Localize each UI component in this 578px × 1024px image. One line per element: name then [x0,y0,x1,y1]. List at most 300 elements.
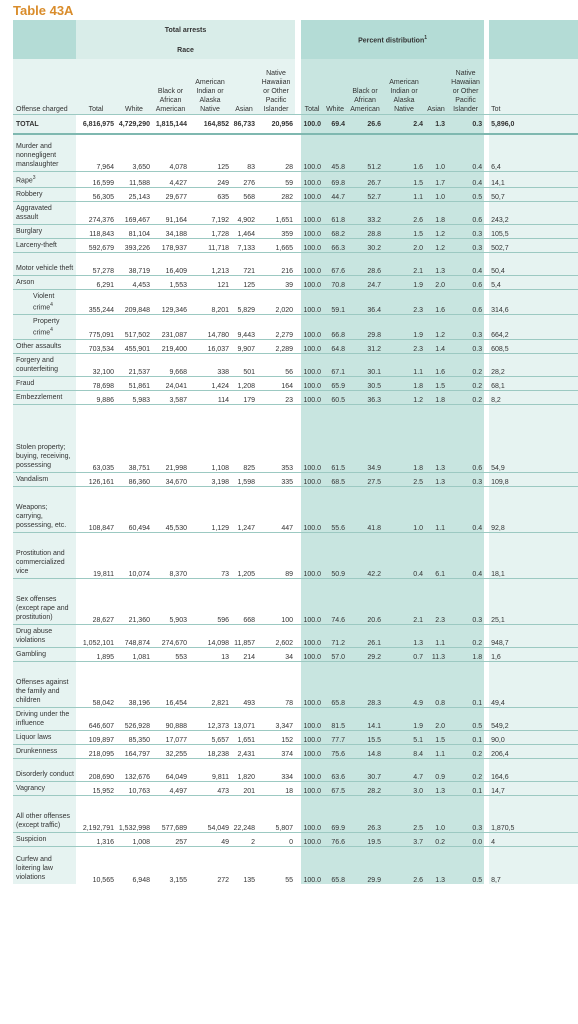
percent-cell: 0.1 [447,662,484,708]
arrest-count-cell: 2,821 [189,662,231,708]
percent-cell: 0.0 [447,833,484,847]
arrest-count-cell: 338 [189,354,231,377]
arrest-count-cell: 21,998 [152,405,189,473]
next-table-cell: 314,6 [489,289,578,314]
table-row [13,796,578,833]
percent-cell: 1.5 [383,224,425,238]
percent-cell: 1.1 [425,625,447,648]
next-table-cell: 49,4 [489,662,578,708]
arrest-count-cell: 3,587 [152,391,189,405]
col-header-total: Total [76,59,116,115]
table-row [13,473,578,487]
arrest-count-cell: 208,690 [76,759,116,782]
offense-column-header: Offense charged [13,59,76,115]
percent-cell: 0.3 [447,796,484,833]
percent-cell: 4.9 [383,662,425,708]
arrest-count-cell: 118,843 [76,224,116,238]
percent-cell: 1.5 [425,377,447,391]
arrest-count-cell: 4,453 [116,275,152,289]
arrest-count-cell: 64,049 [152,759,189,782]
arrest-count-cell: 12,373 [189,708,231,731]
arrest-count-cell: 109,897 [76,731,116,745]
percent-cell: 100.0 [301,391,323,405]
arrest-count-cell: 83 [231,134,257,171]
arrest-count-cell: 596 [189,579,231,625]
offense-cell: Suspicion [13,833,76,847]
arrest-count-cell: 1,205 [231,533,257,579]
percent-cell: 57.0 [323,648,347,662]
arrest-count-cell: 24,041 [152,377,189,391]
arrest-count-cell: 89 [257,533,295,579]
percent-cell: 74.6 [323,579,347,625]
offense-cell: Rape$^3$ [13,171,76,187]
percent-cell: 51.2 [347,134,383,171]
percent-cell: 1.6 [425,354,447,377]
arrest-count-cell: 34,670 [152,473,189,487]
arrest-count-cell: 7,133 [231,238,257,252]
percent-cell: 1.1 [383,187,425,201]
arrest-count-cell: 501 [231,354,257,377]
percent-cell: 65.9 [323,377,347,391]
arrest-count-cell: 129,346 [152,289,189,314]
next-table-cell: 608,5 [489,340,578,354]
arrest-count-cell: 2,289 [257,340,295,354]
percent-cell: 66.8 [323,315,347,340]
arrest-count-cell: 282 [257,187,295,201]
percent-cell: 0.3 [447,473,484,487]
percent-cell: 76.6 [323,833,347,847]
arrest-count-cell: 8,201 [189,289,231,314]
percent-cell: 30.1 [347,354,383,377]
percent-cell: 66.3 [323,238,347,252]
offense-cell: Arson [13,275,76,289]
percent-cell: 6.1 [425,533,447,579]
table-row [13,579,578,625]
percent-cell: 100.0 [301,579,323,625]
next-table-cell: 90,0 [489,731,578,745]
percent-cell: 2.0 [425,708,447,731]
arrest-count-cell: 216 [257,252,295,275]
col-header-black: Black or African American [152,59,189,115]
arrest-count-cell: 5,829 [231,289,257,314]
col-header-asian: Asian [231,59,257,115]
next-table-cell: 92,8 [489,487,578,533]
percent-cell: 26.3 [347,796,383,833]
percent-cell: 1.3 [425,252,447,275]
percent-cell: 1.8 [425,201,447,224]
table-title: Table 43A [13,3,74,18]
table-row [13,533,578,579]
table-row [13,252,578,275]
next-table-cell: 28,2 [489,354,578,377]
percent-cell: 69.4 [323,115,347,135]
next-table-cell: 68,1 [489,377,578,391]
next-table-column-header: Tot [489,59,578,115]
offense-cell: Gambling [13,648,76,662]
percent-cell: 41.8 [347,487,383,533]
arrest-count-cell: 218,095 [76,745,116,759]
arrest-count-cell: 2,431 [231,745,257,759]
offense-cell: Drunkenness [13,745,76,759]
offense-cell: Other assaults [13,340,76,354]
offense-cell: Aggravated assault [13,201,76,224]
table-row [13,759,578,782]
arrest-count-cell: 14,780 [189,315,231,340]
table-row [13,115,578,135]
arrest-count-cell: 59 [257,171,295,187]
table-row [13,377,578,391]
percent-cell: 2.5 [383,796,425,833]
arrest-count-cell: 1,598 [231,473,257,487]
percent-cell: 0.4 [447,487,484,533]
percent-cell: 61.5 [323,405,347,473]
arrest-count-cell: 0 [257,833,295,847]
table-row [13,745,578,759]
percent-cell: 61.8 [323,201,347,224]
percent-cell: 24.7 [347,275,383,289]
percent-cell: 0.5 [447,708,484,731]
arrest-count-cell: 249 [189,171,231,187]
arrest-count-cell: 16,454 [152,662,189,708]
arrest-count-cell: 125 [231,275,257,289]
percent-cell: 28.3 [347,662,383,708]
percent-cell: 0.2 [447,745,484,759]
arrest-count-cell: 1,728 [189,224,231,238]
arrest-count-cell: 32,100 [76,354,116,377]
arrest-count-cell: 11,857 [231,625,257,648]
arrest-count-cell: 9,811 [189,759,231,782]
percent-cell: 100.0 [301,759,323,782]
table-row [13,405,578,473]
table-body [13,115,578,884]
percent-cell: 2.0 [383,238,425,252]
offense-cell: Murder and nonnegligent manslaughter [13,134,76,171]
percent-cell: 100.0 [301,115,323,135]
arrest-count-cell: 274,376 [76,201,116,224]
percent-cell: 1.3 [425,405,447,473]
percent-cell: 42.2 [347,533,383,579]
arrest-count-cell: 34,188 [152,224,189,238]
percent-cell: 2.3 [383,289,425,314]
percent-cell: 60.5 [323,391,347,405]
percent-cell: 50.9 [323,533,347,579]
percent-cell: 100.0 [301,745,323,759]
next-table-cell: 4 [489,833,578,847]
arrest-count-cell: 126,161 [76,473,116,487]
percent-cell: 100.0 [301,847,323,884]
table-row [13,315,578,340]
arrest-count-cell: 20,956 [257,115,295,135]
arrests-by-race-table [13,20,578,884]
arrest-count-cell: 775,091 [76,315,116,340]
next-table-cell: 5,896,0 [489,115,578,135]
arrest-count-cell: 114 [189,391,231,405]
percent-cell: 1.5 [425,731,447,745]
arrest-count-cell: 1,247 [231,487,257,533]
percent-cell: 100.0 [301,487,323,533]
percent-cell: 28.2 [347,782,383,796]
percent-cell: 2.6 [383,201,425,224]
arrest-count-cell: 721 [231,252,257,275]
arrest-count-cell: 3,347 [257,708,295,731]
percent-cell: 1.0 [425,187,447,201]
arrest-count-cell: 7,192 [189,201,231,224]
arrest-count-cell: 2,602 [257,625,295,648]
offense-cell: Fraud [13,377,76,391]
arrest-count-cell: 526,928 [116,708,152,731]
arrest-count-cell: 3,155 [152,847,189,884]
header-corner [13,20,76,59]
percent-cell: 64.8 [323,340,347,354]
next-table-cell: 54,9 [489,405,578,473]
arrest-count-cell: 51,861 [116,377,152,391]
percent-cell: 2.5 [383,473,425,487]
pct-header-american-indian: American Indian or Alaska Native [383,59,425,115]
arrest-count-cell: 7,964 [76,134,116,171]
percent-cell: 4.7 [383,759,425,782]
arrest-count-cell: 201 [231,782,257,796]
percent-cell: 5.1 [383,731,425,745]
arrest-count-cell: 9,668 [152,354,189,377]
percent-cell: 1.3 [425,782,447,796]
percent-cell: 0.4 [383,533,425,579]
arrest-count-cell: 10,763 [116,782,152,796]
arrest-count-cell: 374 [257,745,295,759]
percent-cell: 65.8 [323,662,347,708]
percent-cell: 26.1 [347,625,383,648]
percent-cell: 0.3 [447,115,484,135]
arrest-count-cell: 6,948 [116,847,152,884]
offense-cell: Curfew and loitering law violations [13,847,76,884]
percent-cell: 2.4 [383,115,425,135]
percent-cell: 100.0 [301,201,323,224]
arrest-count-cell: 1,651 [257,201,295,224]
percent-cell: 100.0 [301,289,323,314]
percent-cell: 71.2 [323,625,347,648]
pct-header-pacific-islander: Native Hawaiian or Other Pacific Islander [447,59,484,115]
offense-cell: Larceny-theft [13,238,76,252]
percent-cell: 68.5 [323,473,347,487]
percent-cell: 19.5 [347,833,383,847]
percent-cell: 1.1 [383,354,425,377]
offense-cell: Burglary [13,224,76,238]
arrest-count-cell: 9,886 [76,391,116,405]
percent-cell: 1.0 [383,487,425,533]
table-row [13,708,578,731]
offense-cell: Forgery and counterfeiting [13,354,76,377]
percent-cell: 1.8 [383,377,425,391]
percent-cell: 1.9 [383,275,425,289]
percent-cell: 1.6 [383,134,425,171]
col-header-pacific-islander: Native Hawaiian or Other Pacific Islander [257,59,295,115]
percent-cell: 69.9 [323,796,347,833]
table-row [13,340,578,354]
table-row [13,487,578,533]
percent-cell: 100.0 [301,731,323,745]
arrest-count-cell: 2 [231,833,257,847]
arrest-count-cell: 121 [189,275,231,289]
table-row [13,275,578,289]
percent-cell: 65.8 [323,847,347,884]
percent-cell: 3.7 [383,833,425,847]
arrest-count-cell: 164,797 [116,745,152,759]
pct-header-asian: Asian [425,59,447,115]
percent-cell: 100.0 [301,252,323,275]
percent-cell: 1.2 [425,315,447,340]
table-row [13,648,578,662]
arrest-count-cell: 1,464 [231,224,257,238]
arrest-count-cell: 335 [257,473,295,487]
percent-cell: 100.0 [301,315,323,340]
percent-cell: 75.6 [323,745,347,759]
arrest-count-cell: 91,164 [152,201,189,224]
arrest-count-cell: 178,937 [152,238,189,252]
percent-cell: 29.2 [347,648,383,662]
percent-cell: 100.0 [301,662,323,708]
arrest-count-cell: 28 [257,134,295,171]
percent-distribution-header: Percent distribution$^1$ [301,20,484,59]
next-table-cell: 6,4 [489,134,578,171]
percent-cell: 0.3 [447,315,484,340]
arrest-count-cell: 6,816,975 [76,115,116,135]
arrest-count-cell: 6,291 [76,275,116,289]
arrest-count-cell: 11,588 [116,171,152,187]
offense-cell: Offenses against the family and children [13,662,76,708]
percent-cell: 100.0 [301,238,323,252]
table-row [13,238,578,252]
percent-cell: 100.0 [301,354,323,377]
percent-cell: 52.7 [347,187,383,201]
percent-cell: 2.1 [383,252,425,275]
arrest-count-cell: 473 [189,782,231,796]
percent-cell: 45.8 [323,134,347,171]
arrest-count-cell: 29,677 [152,187,189,201]
percent-cell: 0.6 [447,405,484,473]
percent-cell: 31.2 [347,340,383,354]
percent-cell: 0.5 [447,187,484,201]
arrest-count-cell: 1,108 [189,405,231,473]
percent-cell: 1.2 [425,238,447,252]
arrest-count-cell: 274,670 [152,625,189,648]
percent-cell: 1.1 [425,745,447,759]
arrest-count-cell: 355,244 [76,289,116,314]
next-table-cell: 243,2 [489,201,578,224]
percent-cell: 33.2 [347,201,383,224]
arrest-count-cell: 1,208 [231,377,257,391]
table-row [13,833,578,847]
percent-cell: 0.1 [447,782,484,796]
percent-cell: 11.3 [425,648,447,662]
percent-cell: 2.0 [425,275,447,289]
arrest-count-cell: 32,255 [152,745,189,759]
arrest-count-cell: 1,651 [231,731,257,745]
arrest-count-cell: 34 [257,648,295,662]
arrest-count-cell: 8,370 [152,533,189,579]
percent-cell: 15.5 [347,731,383,745]
percent-cell: 36.4 [347,289,383,314]
arrest-count-cell: 38,196 [116,662,152,708]
arrest-count-cell: 1,008 [116,833,152,847]
arrest-count-cell: 100 [257,579,295,625]
percent-cell: 1.2 [425,224,447,238]
percent-cell: 0.2 [447,377,484,391]
arrest-count-cell: 646,607 [76,708,116,731]
arrest-count-cell: 219,400 [152,340,189,354]
arrest-count-cell: 3,650 [116,134,152,171]
percent-cell: 100.0 [301,648,323,662]
arrest-count-cell: 825 [231,405,257,473]
offense-cell: Vandalism [13,473,76,487]
arrest-count-cell: 3,198 [189,473,231,487]
percent-cell: 30.5 [347,377,383,391]
arrest-count-cell: 19,811 [76,533,116,579]
percent-cell: 63.6 [323,759,347,782]
percent-cell: 1.3 [425,847,447,884]
arrest-count-cell: 164,852 [189,115,231,135]
arrest-count-cell: 14,098 [189,625,231,648]
offense-cell: Prostitution and commercialized vice [13,533,76,579]
offense-cell: Driving under the influence [13,708,76,731]
percent-cell: 100.0 [301,782,323,796]
percent-cell: 30.2 [347,238,383,252]
offense-cell: Weapons; carrying, possessing, etc. [13,487,76,533]
percent-cell: 0.6 [447,201,484,224]
offense-cell: Sex offenses (except rape and prostitution) [13,579,76,625]
arrest-count-cell: 703,534 [76,340,116,354]
col-header-american-indian: American Indian or Alaska Native [189,59,231,115]
next-table-cell: 8,2 [489,391,578,405]
arrest-count-cell: 169,467 [116,201,152,224]
arrest-count-cell: 4,427 [152,171,189,187]
arrest-count-cell: 63,035 [76,405,116,473]
percent-cell: 36.3 [347,391,383,405]
arrest-count-cell: 45,530 [152,487,189,533]
arrest-count-cell: 553 [152,648,189,662]
percent-cell: 1.8 [447,648,484,662]
col-header-white: White [116,59,152,115]
percent-cell: 0.4 [447,533,484,579]
arrest-count-cell: 164 [257,377,295,391]
percent-cell: 1.1 [425,487,447,533]
percent-cell: 77.7 [323,731,347,745]
pct-header-white: White [323,59,347,115]
percent-cell: 0.2 [447,354,484,377]
percent-cell: 34.9 [347,405,383,473]
next-table-cell: 18,1 [489,533,578,579]
arrest-count-cell: 1,815,144 [152,115,189,135]
percent-cell: 100.0 [301,796,323,833]
percent-cell: 100.0 [301,377,323,391]
arrest-count-cell: 56,305 [76,187,116,201]
arrest-count-cell: 2,020 [257,289,295,314]
percent-cell: 0.3 [447,579,484,625]
next-table-cell: 948,7 [489,625,578,648]
percent-cell: 0.4 [447,252,484,275]
offense-cell: Motor vehicle theft [13,252,76,275]
percent-cell: 14.8 [347,745,383,759]
percent-cell: 1.3 [425,115,447,135]
next-table-cell: 549,2 [489,708,578,731]
table-row [13,782,578,796]
percent-cell: 27.5 [347,473,383,487]
arrest-count-cell: 16,409 [152,252,189,275]
offense-cell: Liquor laws [13,731,76,745]
offense-cell: All other offenses (except traffic) [13,796,76,833]
table-row [13,224,578,238]
percent-cell: 2.1 [383,579,425,625]
arrest-count-cell: 1,820 [231,759,257,782]
percent-cell: 28.8 [347,224,383,238]
